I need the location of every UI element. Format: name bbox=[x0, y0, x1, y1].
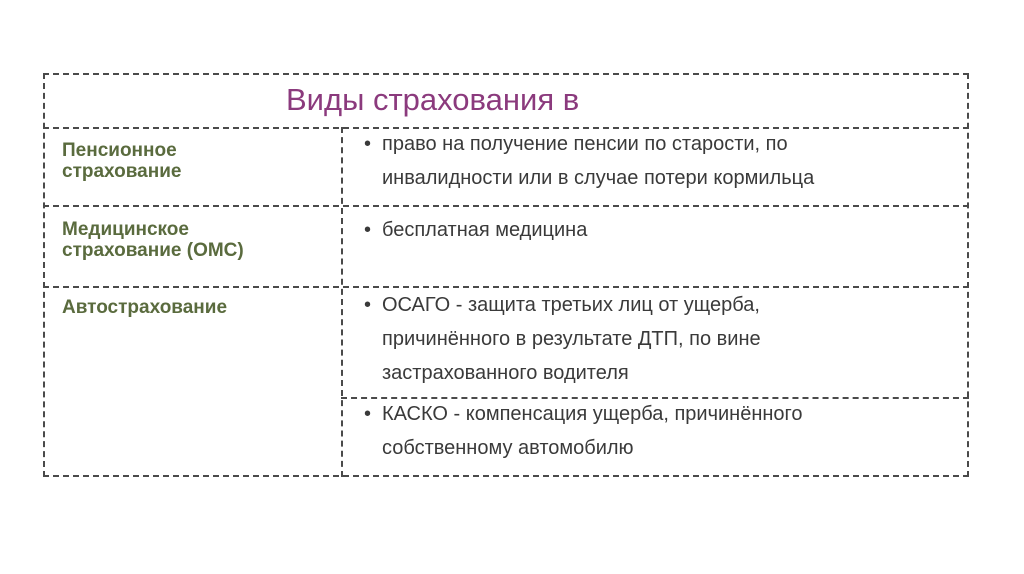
page-title: Виды страхования в bbox=[286, 82, 580, 117]
label-line: страхование bbox=[62, 161, 182, 182]
label-line: Пенсионное bbox=[62, 140, 177, 161]
item-text: причинённого в результате ДТП, по вине bbox=[382, 328, 761, 350]
item-text: ОСАГО - защита третьих лиц от ущерба, bbox=[382, 294, 760, 316]
item-text: право на получение пенсии по старости, по bbox=[382, 133, 788, 155]
item-text: инвалидности или в случае потери кормильца bbox=[382, 167, 815, 189]
bullet: • bbox=[364, 133, 372, 155]
row-content-kasko bbox=[364, 397, 803, 465]
item-text: КАСКО - компенсация ущерба, причинённого bbox=[382, 403, 803, 425]
column-divider bbox=[341, 127, 343, 477]
bullet: • bbox=[364, 219, 372, 241]
label-line: Автострахование bbox=[62, 297, 228, 318]
row-label-pension bbox=[62, 140, 181, 182]
label-line: страхование (ОМС) bbox=[62, 240, 244, 261]
row-content-pension bbox=[364, 127, 814, 195]
bullet: • bbox=[364, 294, 372, 316]
item-text: собственному автомобилю bbox=[382, 437, 634, 459]
row-content-osago bbox=[364, 288, 761, 390]
bullet: • bbox=[364, 403, 372, 425]
row-content-medical bbox=[364, 213, 587, 247]
row-divider bbox=[43, 205, 969, 207]
label-line: Медицинское bbox=[62, 219, 189, 240]
item-text: бесплатная медицина bbox=[382, 219, 588, 241]
row-label-auto bbox=[62, 297, 227, 318]
row-label-medical bbox=[62, 219, 244, 261]
item-text: застрахованного водителя bbox=[382, 362, 629, 384]
